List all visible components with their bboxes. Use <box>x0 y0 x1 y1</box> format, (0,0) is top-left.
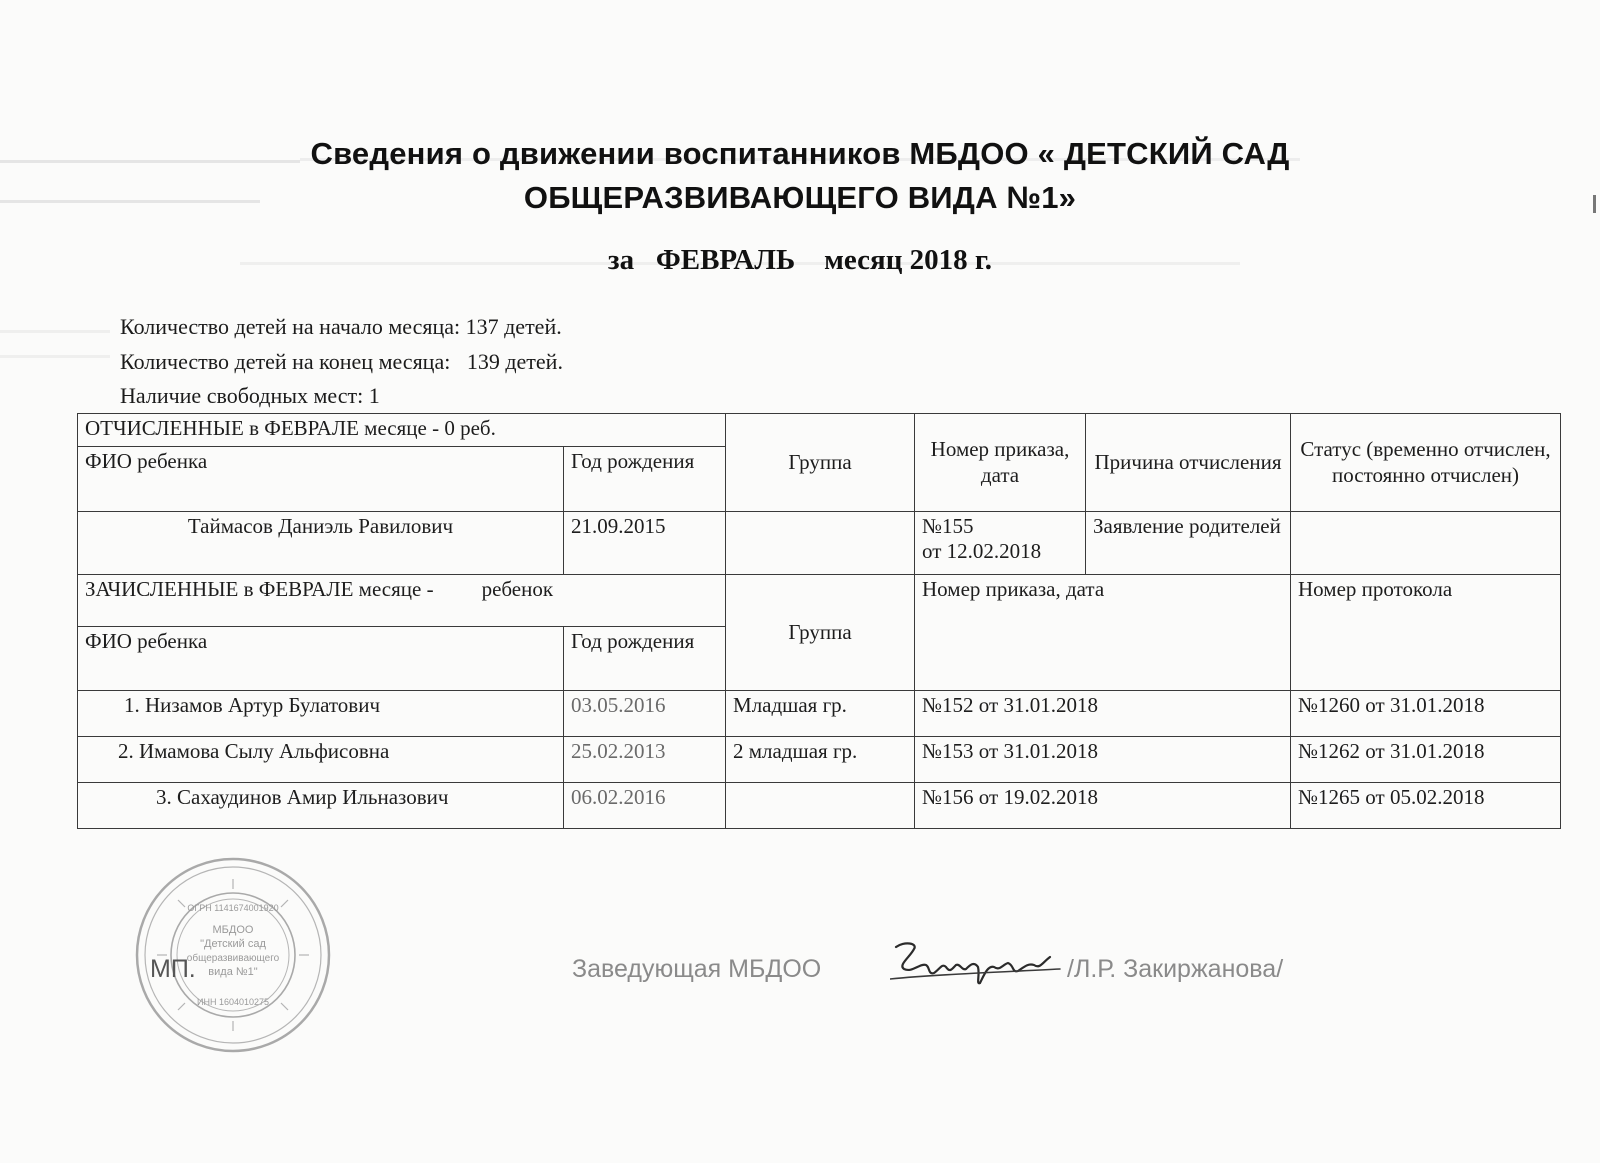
expelled-col-birth: Год рождения <box>564 447 726 512</box>
enrolled-child-order: №153 от 31.01.2018 <box>915 737 1291 783</box>
expelled-order-number: №155 <box>922 514 974 538</box>
mp-label: МП. <box>150 955 196 983</box>
enrolled-child-birth: 03.05.2016 <box>564 691 726 737</box>
expelled-col-reason: Причина отчисления <box>1086 414 1291 512</box>
stamp-line-2: "Детский сад <box>200 938 266 950</box>
document-title-line-2: ОБЩЕРАЗВИВАЮЩЕГО ВИДА №1» <box>523 180 1077 215</box>
stamp-ogrn: ОГРН 1141674001920 <box>187 903 279 913</box>
enrolled-section-suffix: ребенок <box>481 577 554 601</box>
expelled-col-group: Группа <box>726 414 915 512</box>
enrolled-col-group: Группа <box>726 575 915 691</box>
expelled-col-status: Статус (временно отчислен, постоянно отчислен) <box>1291 414 1561 512</box>
enrolled-child-protocol: №1265 от 05.02.2018 <box>1291 783 1561 829</box>
enrolled-child-group: 2 младшая гр. <box>726 737 915 783</box>
enrolled-col-birth: Год рождения <box>564 627 726 691</box>
expelled-child-name: Таймасов Даниэль Равилович <box>78 512 564 575</box>
enrolled-child-name: 2. Имамова Сылу Альфисовна <box>78 737 564 783</box>
table-row <box>78 691 1561 737</box>
stamp-line-1: МБДОО <box>212 924 254 936</box>
expelled-child-group <box>726 512 915 575</box>
enrolled-child-protocol: №1262 от 31.01.2018 <box>1291 737 1561 783</box>
enrolled-child-name: 1. Низамов Артур Булатович <box>78 691 564 737</box>
enrolled-child-protocol: №1260 от 31.01.2018 <box>1291 691 1561 737</box>
enrolled-col-protocol: Номер протокола <box>1291 575 1561 691</box>
enrolled-child-group <box>726 783 915 829</box>
handwritten-signature <box>890 935 1070 995</box>
enrolled-child-name: 3. Сахаудинов Амир Ильназович <box>78 783 564 829</box>
free-places: Наличие свободных мест: 1 <box>120 383 380 408</box>
period-suffix: месяц 2018 г. <box>824 244 993 276</box>
table-row <box>78 783 1561 829</box>
signature-name: /Л.Р. Закиржанова/ <box>1067 955 1284 983</box>
expelled-col-name: ФИО ребенка <box>78 447 564 512</box>
period-prefix: за <box>607 244 635 276</box>
enrolled-child-order: №156 от 19.02.2018 <box>915 783 1291 829</box>
expelled-child-reason: Заявление родителей <box>1086 512 1291 575</box>
expelled-order-date: от 12.02.2018 <box>922 539 1042 564</box>
expelled-col-order: Номер приказа, дата <box>915 414 1086 512</box>
stamp-line-3: общеразвивающего <box>186 953 280 964</box>
enrolled-col-name: ФИО ребенка <box>78 627 564 691</box>
signature-label: Заведующая МБДОО <box>572 955 822 983</box>
enrolled-section-label: ЗАЧИСЛЕННЫЕ в ФЕВРАЛЕ месяце - <box>85 577 434 601</box>
enrolled-section-title <box>78 575 726 627</box>
stamp-line-4: вида №1" <box>208 966 258 978</box>
table-row <box>78 737 1561 783</box>
expelled-child-birth: 21.09.2015 <box>564 512 726 575</box>
period-month: ФЕВРАЛЬ <box>655 244 796 276</box>
end-count: Количество детей на конец месяца: 139 детей. <box>120 349 563 374</box>
document-period <box>0 244 1600 277</box>
expelled-child-order <box>915 512 1086 575</box>
table-row <box>78 512 1561 575</box>
enrolled-child-group: Младшая гр. <box>726 691 915 737</box>
enrolled-child-birth: 06.02.2016 <box>564 783 726 829</box>
enrolled-col-order: Номер приказа, дата <box>915 575 1291 691</box>
expelled-section-title: ОТЧИСЛЕННЫЕ в ФЕВРАЛЕ месяце - 0 реб. <box>78 414 726 447</box>
enrolled-child-birth: 25.02.2013 <box>564 737 726 783</box>
movement-table <box>77 413 1561 829</box>
document-title-line-1: Сведения о движении воспитанников МБДОО « ДЕТСКИЙ САД <box>310 136 1290 171</box>
expelled-child-status <box>1291 512 1561 575</box>
stamp-inn: ИНН 1604010275 <box>196 997 270 1007</box>
enrolled-child-order: №152 от 31.01.2018 <box>915 691 1291 737</box>
start-count: Количество детей на начало месяца: 137 детей. <box>120 314 562 339</box>
